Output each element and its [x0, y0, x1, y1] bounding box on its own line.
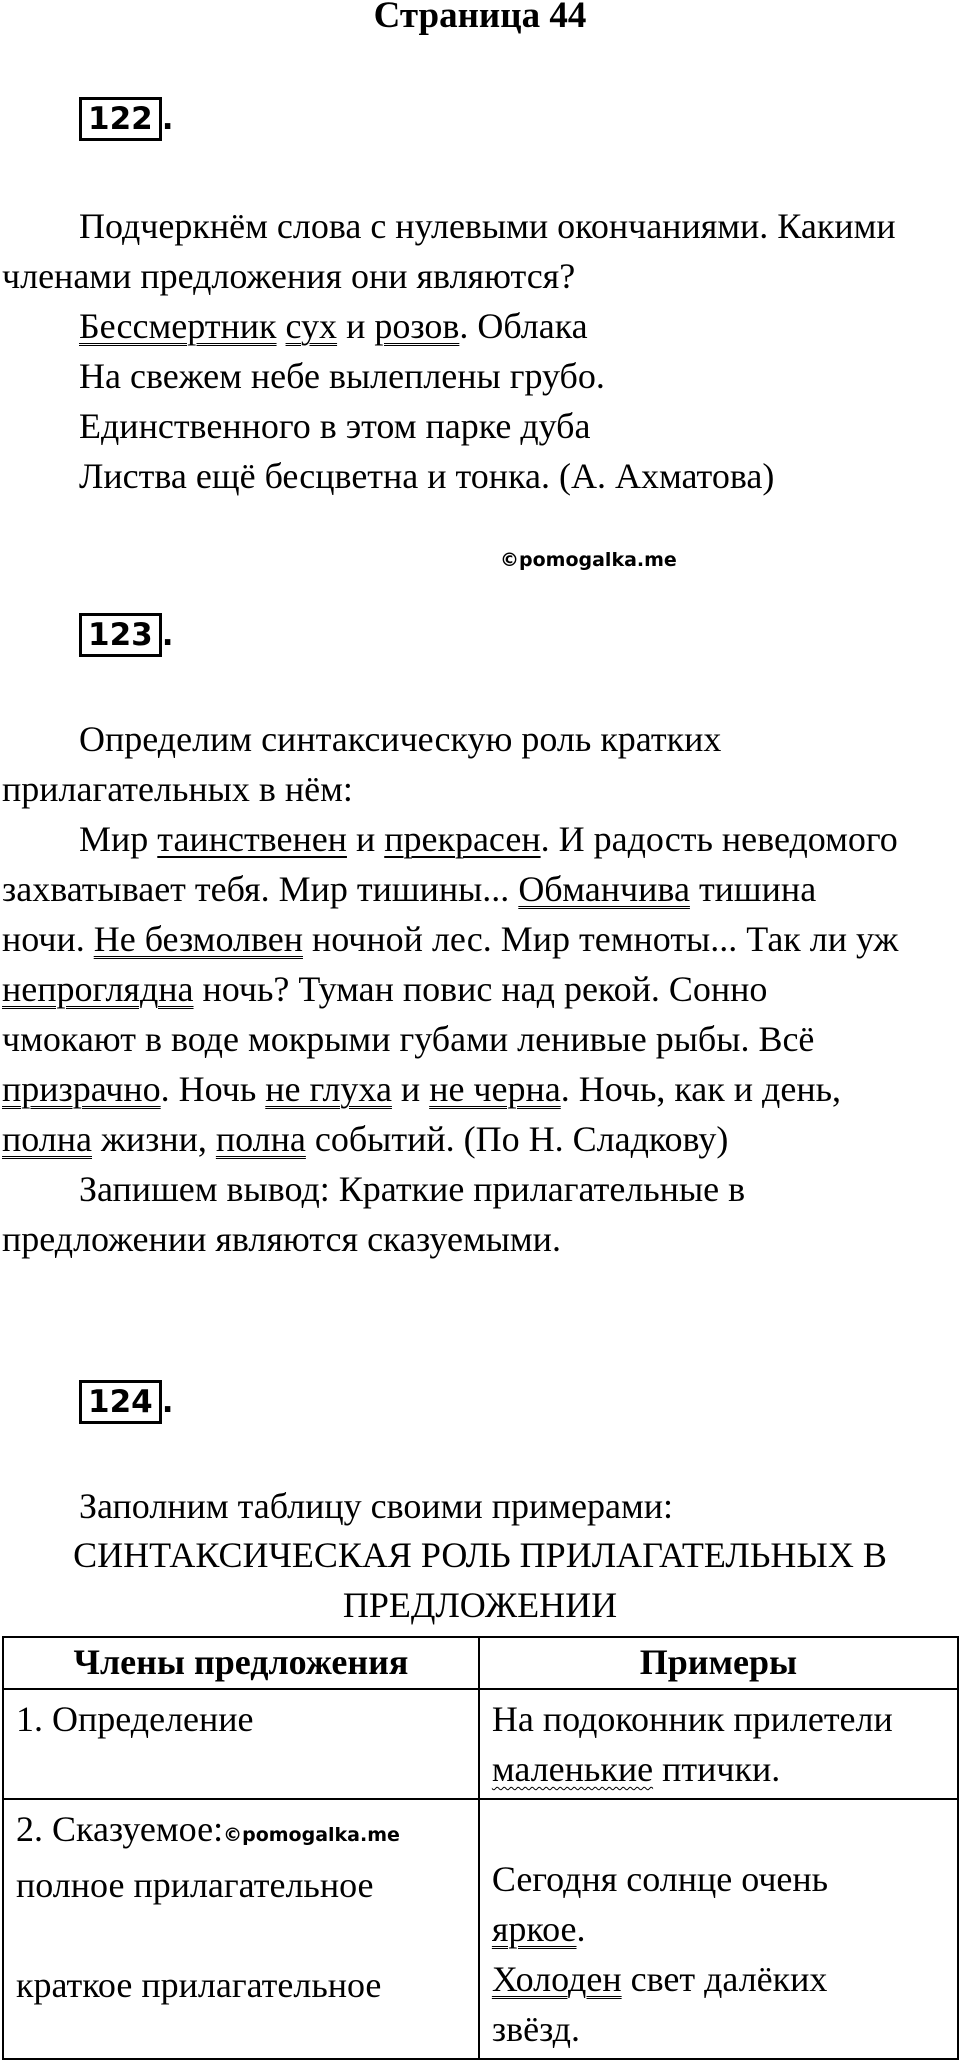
exercise-number-box: 122 [79, 97, 162, 141]
ex123-text-line-3 [2, 919, 898, 959]
table-cell-example [479, 1689, 958, 1799]
underlined-word: прекрасен [384, 819, 541, 859]
underlined-word: яркое [491, 1909, 577, 1949]
text-span: и [346, 819, 385, 859]
syntax-role-table [2, 1636, 959, 2060]
ex123-text-line-2 [2, 869, 816, 909]
column-header-examples: Примеры [479, 1637, 958, 1689]
underlined-word: не черна [429, 1069, 561, 1109]
page-title: Страница 44 [373, 0, 587, 36]
underlined-word: таинственен [157, 819, 347, 859]
poem-line-1 [79, 306, 588, 346]
text-span: событий. (По Н. Сладкову) [305, 1119, 729, 1159]
text-span: . Ночь [160, 1069, 266, 1109]
underlined-word: не глуха [265, 1069, 392, 1109]
text-span: жизни, [92, 1119, 216, 1159]
table-heading-line-2: ПРЕДЛОЖЕНИИ [342, 1585, 618, 1625]
text-span: и [391, 1069, 430, 1109]
exercise-number-122 [79, 97, 174, 141]
ex123-text-line-5: чмокают в воде мокрыми губами ленивые рыбы. Всё [2, 1019, 815, 1059]
ex123-text-line-6 [2, 1069, 841, 1109]
example-text: Сегодня солнце очень [491, 1859, 829, 1899]
underlined-word: полна [2, 1119, 92, 1159]
underlined-word: Не безмолвен [93, 919, 303, 959]
exercise-number-123 [79, 613, 174, 657]
table-cell-member [3, 1799, 479, 2059]
text-span: . Облака [459, 306, 588, 346]
underlined-word: розов [374, 306, 460, 346]
underlined-word: полна [215, 1119, 306, 1159]
exercise-number-dot: . [161, 617, 174, 653]
underlined-word: сух [285, 306, 338, 346]
table-header-row [3, 1637, 958, 1689]
poem-line-4: Листва ещё бесцветна и тонка. (А. Ахматова) [79, 456, 775, 496]
text-span: ночь? Туман повис над рекой. Сонно [193, 969, 768, 1009]
ex122-intro-line-2: членами предложения они являются? [2, 256, 576, 296]
text-span: захватывает тебя. Мир тишины... [2, 869, 519, 909]
example-text [492, 1904, 945, 1954]
text-span: свет далёких [621, 1959, 828, 1999]
example-text [492, 1744, 945, 1794]
watermark: ©pomogalka.me [500, 549, 677, 571]
example-spacer [492, 1804, 945, 1854]
underlined-word: призрачно [2, 1069, 161, 1109]
text-span: тишина [689, 869, 817, 909]
text-span: Мир [79, 819, 158, 859]
text-span: ночи. [2, 919, 94, 959]
underlined-word: Обманчива [518, 869, 690, 909]
member-sub-label: полное прилагательное [16, 1865, 374, 1905]
example-text: звёзд. [491, 2009, 580, 2049]
exercise-number-box: 123 [79, 613, 162, 657]
text-span: ночной лес. Мир темноты... Так ли уж [302, 919, 899, 959]
table-row [3, 1689, 958, 1799]
table-heading-line-1: СИНТАКСИЧЕСКАЯ РОЛЬ ПРИЛАГАТЕЛЬНЫХ В [73, 1535, 887, 1575]
exercise-number-dot: . [161, 101, 174, 137]
text-span [277, 306, 286, 346]
underlined-word: непроглядна [2, 969, 194, 1009]
poem-line-2: На свежем небе вылеплены грубо. [79, 356, 605, 396]
ex123-conclusion-line-2: предложении являются сказуемыми. [2, 1219, 561, 1259]
exercise-number-dot: . [161, 1384, 174, 1420]
text-span: . Ночь, как и день, [560, 1069, 842, 1109]
text-span: и [337, 306, 375, 346]
ex123-conclusion-line-1: Запишем вывод: Краткие прилагательные в [79, 1169, 746, 1209]
underlined-word: Бессмертник [79, 306, 277, 346]
text-span: . [576, 1909, 586, 1949]
text-span: птички. [653, 1749, 781, 1789]
text-span: . И радость неведомого [540, 819, 898, 859]
exercise-number-124 [79, 1380, 174, 1424]
table-cell-example [479, 1799, 958, 2059]
ex123-intro-line-2: прилагательных в нём: [2, 769, 353, 809]
member-label: 1. Определение [16, 1699, 254, 1739]
watermark: ©pomogalka.me [223, 1824, 400, 1846]
example-text: На подоконник прилетели [491, 1699, 893, 1739]
ex124-intro: Заполним таблицу своими примерами: [79, 1486, 674, 1526]
poem-line-3: Единственного в этом парке дуба [79, 406, 591, 446]
column-header-members: Члены предложения [3, 1637, 479, 1689]
exercise-number-box: 124 [79, 1380, 162, 1424]
ex123-intro-line-1: Определим синтаксическую роль кратких [79, 719, 722, 759]
table-cell-member [3, 1689, 479, 1799]
ex123-text-line-4 [2, 969, 767, 1009]
underlined-word: Холоден [491, 1959, 622, 1999]
member-sub-label: краткое прилагательное [16, 1965, 382, 2005]
example-text [492, 1954, 945, 2004]
member-label [16, 1804, 466, 1860]
text-span: 2. Сказуемое: [16, 1809, 224, 1849]
table-row [3, 1799, 958, 2059]
underlined-word: маленькие [491, 1749, 654, 1789]
ex123-text-line-1 [79, 819, 898, 859]
ex122-intro-line-1: Подчеркнём слова с нулевыми окончаниями. Какими [79, 206, 896, 246]
ex123-text-line-7 [2, 1119, 728, 1159]
